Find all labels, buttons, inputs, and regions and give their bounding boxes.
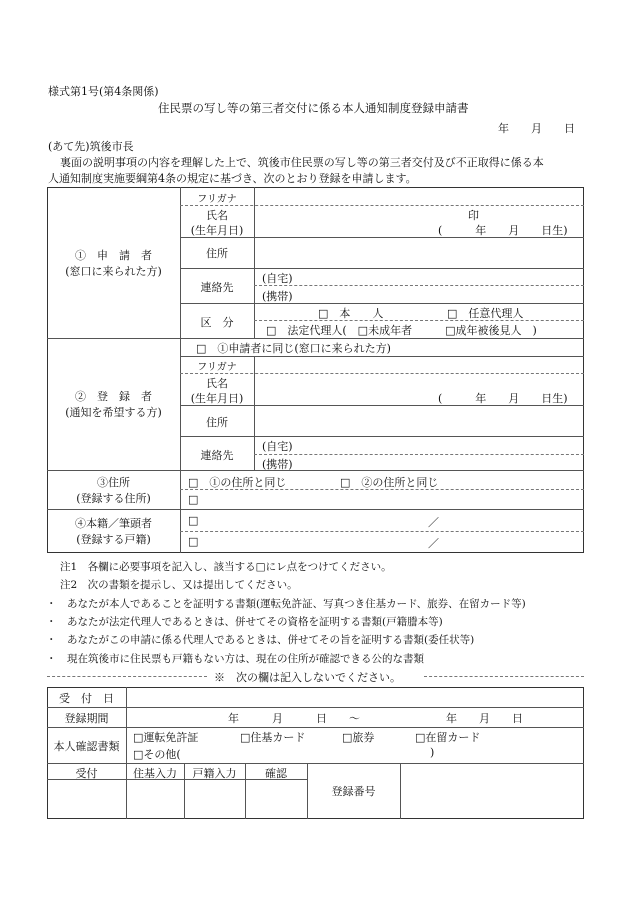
applicant-home-phone[interactable]: (自宅) [262, 272, 293, 285]
checkbox-domicile-2[interactable]: □ [188, 535, 199, 548]
applicant-furigana-label: フリガナ [197, 194, 237, 205]
registrant-sublabel: (通知を希望する方) [65, 406, 162, 419]
period-end: 年 月 日 [446, 712, 523, 725]
registrant-name-label: 氏名 [206, 377, 228, 390]
checkbox-other-doc: □その他( [133, 748, 181, 761]
form-number: 様式第1号(第4条関係) [48, 85, 159, 98]
intro-line-1: 裏面の説明事項の内容を理解した上で、筑後市住民票の写し等の第三者交付及び不正取得に係る本 [60, 156, 544, 169]
checkbox-legal-agent[interactable]: □ 法定代理人( □未成年者 □成年被後見人 ) [266, 324, 537, 337]
applicant-label: ① 申 請 者 [75, 249, 152, 262]
checkbox-domicile-1[interactable]: □ [188, 514, 199, 527]
applicant-mobile-phone[interactable]: (携帯) [262, 290, 293, 303]
id-documents-label: 本人確認書類 [53, 740, 120, 753]
applicant-name-label: 氏名 [206, 209, 228, 222]
note-bullet-3: ・ あなたがこの申請に係る代理人であるときは、併せてその旨を証明する書類(委任状等) [46, 634, 475, 646]
period-start: 年 月 日 ～ [228, 712, 360, 725]
addressee: (あて先)筑後市長 [48, 140, 134, 153]
note-2: 注2 次の書類を提示し、又は提出してください。 [60, 579, 298, 591]
confirm-column: 確認 [265, 767, 287, 780]
checkbox-same-as-applicant[interactable]: □ ①申請者に同じ(窓口に来られた方) [196, 342, 391, 355]
registrant-mobile-phone[interactable]: (携帯) [262, 458, 293, 471]
checkbox-address-same-1[interactable]: □ ①の住所と同じ [188, 476, 287, 489]
receipt-column: 受付 [75, 767, 98, 780]
note-1: 注1 各欄に必要事項を記入し、該当する□にレ点をつけてください。 [60, 561, 392, 573]
checkbox-passport: □旅券 [342, 731, 375, 744]
applicant-contact-label: 連絡先 [200, 281, 234, 294]
office-use-divider: ※ 次の欄は記入しないでください。 [214, 671, 401, 684]
domicile-separator-2: ／ [428, 537, 439, 550]
applicant-birthdate-field[interactable]: ( 年 月 日生) [438, 224, 568, 237]
checkbox-address-other[interactable]: □ [188, 493, 199, 506]
note-bullet-4: ・ 現在筑後市に住民票も戸籍もない方は、現在の住所が確認できる公的な書類 [46, 653, 424, 665]
reg-domicile-label: ④本籍／筆頭者 [75, 517, 152, 530]
registrant-contact-label: 連絡先 [200, 449, 234, 462]
domicile-separator-1: ／ [428, 516, 439, 529]
reg-domicile-sublabel: (登録する戸籍) [76, 533, 151, 546]
checkbox-voluntary-agent[interactable]: □ 任意代理人 [447, 307, 524, 320]
registrant-birth-label: (生年月日) [190, 392, 244, 405]
checkbox-juki-card: □住基カード [240, 731, 306, 744]
registrant-furigana-label: フリガナ [197, 362, 237, 373]
registration-number-label: 登録番号 [331, 785, 376, 798]
applicant-sublabel: (窓口に来られた方) [65, 265, 162, 278]
applicant-birth-label: (生年月日) [190, 224, 244, 237]
date-field[interactable]: 年 月 日 [498, 122, 575, 135]
registration-period-label: 登録期間 [64, 712, 109, 725]
registrant-address-label: 住所 [206, 416, 228, 429]
note-bullet-1: ・ あなたが本人であることを証明する書類(運転免許証、写真つき住基カード、旅券、在留カード等) [46, 598, 526, 610]
checkbox-self[interactable]: □ 本 人 [318, 307, 384, 320]
checkbox-address-same-2[interactable]: □ ②の住所と同じ [340, 476, 439, 489]
registrant-label: ② 登 録 者 [75, 390, 152, 403]
applicant-category-label: 区 分 [200, 316, 234, 329]
registrant-home-phone[interactable]: (自宅) [262, 440, 293, 453]
note-bullet-2: ・ あなたが法定代理人であるときは、併せてその資格を証明する書類(戸籍謄本等) [46, 616, 443, 628]
other-doc-close: ) [430, 746, 435, 759]
registrant-birthdate-field[interactable]: ( 年 月 日生) [438, 392, 568, 405]
seal-mark: 印 [468, 209, 479, 222]
checkbox-drivers-license: □運転免許証 [133, 731, 199, 744]
reg-address-sublabel: (登録する住所) [76, 492, 151, 505]
juki-input-column: 住基入力 [133, 767, 177, 780]
received-date-label: 受 付 日 [59, 692, 114, 705]
applicant-address-label: 住所 [206, 247, 228, 260]
koseki-input-column: 戸籍入力 [192, 767, 237, 780]
reg-address-label: ③住所 [97, 476, 130, 489]
intro-line-2: 人通知制度実施要綱第4条の規定に基づき、次のとおり登録を申請します。 [48, 172, 417, 185]
checkbox-residence-card: □在留カード [415, 731, 481, 744]
form-title: 住民票の写し等の第三者交付に係る本人通知制度登録申請書 [158, 101, 469, 115]
